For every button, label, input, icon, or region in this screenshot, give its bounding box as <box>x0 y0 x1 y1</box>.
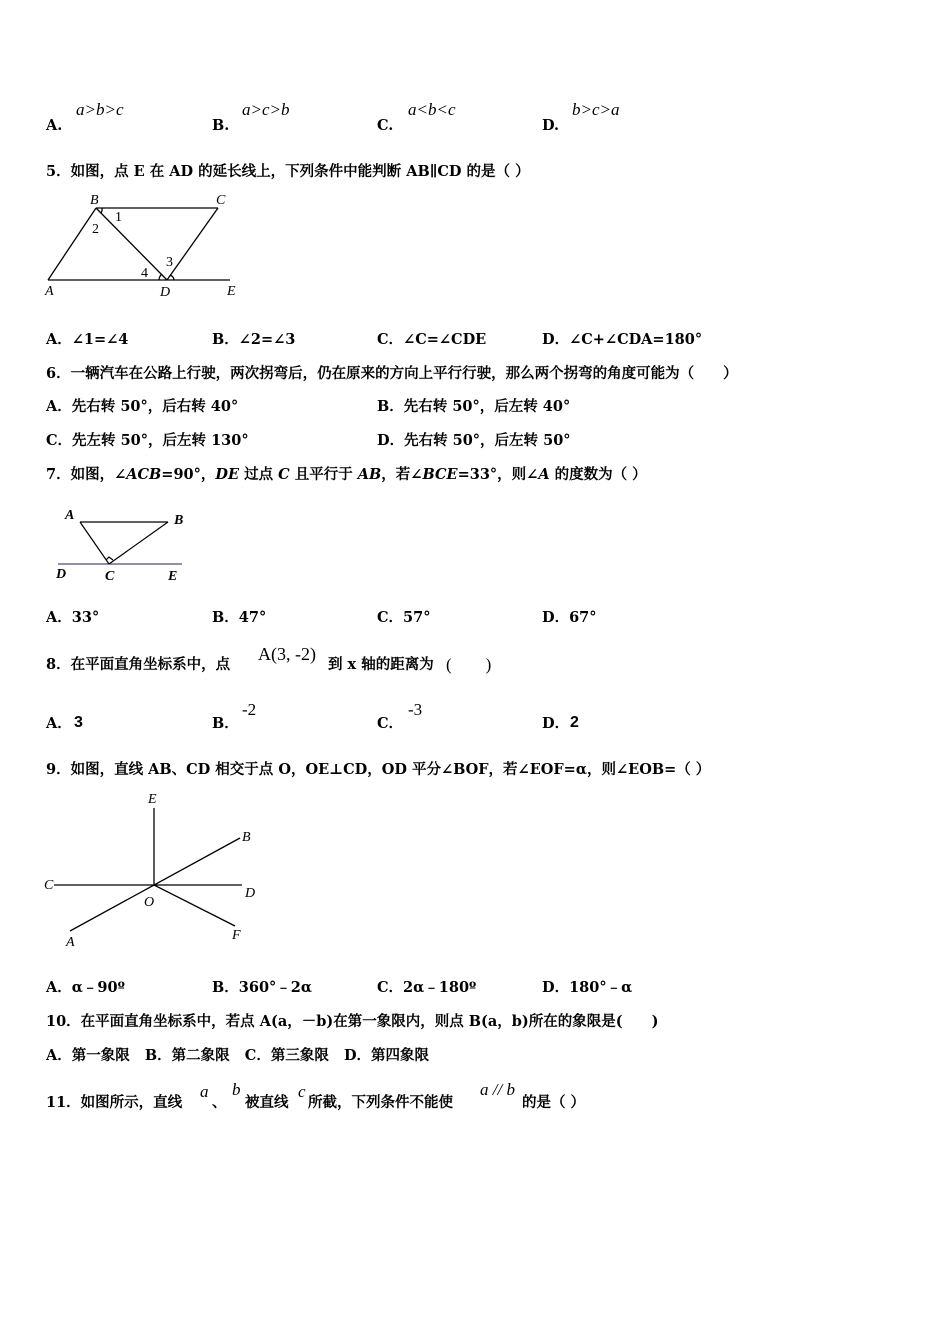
q5-label-3: 3 <box>166 255 173 270</box>
q4-option-d-expr: b>c>a <box>572 100 620 119</box>
q7-label-d: D <box>56 567 67 582</box>
q5-option-b: B．∠2=∠3 <box>212 331 296 348</box>
q8-option-a-value: 3 <box>74 714 83 731</box>
q5-stem: 5．如图，点 E 在 AD 的延长线上，下列条件中能判断 AB∥CD 的是（ ） <box>46 163 530 180</box>
q4-option-c-letter: C. <box>377 117 394 134</box>
q5-line-bd <box>96 208 167 280</box>
q9-option-a: A．α﹣90º <box>46 979 125 996</box>
q6-stem: 6．一辆汽车在公路上行驶，两次拐弯后，仍在原来的方向上平行行驶，那么两个拐弯的角度可能为（ ） <box>46 365 738 382</box>
q7-option-c: C．57° <box>377 609 431 626</box>
q11-var-b: b <box>232 1080 241 1099</box>
q8-option-b-letter: B． <box>212 715 239 732</box>
q7-label-e: E <box>168 569 178 584</box>
q9-stem: 9．如图，直线 AB、CD 相交于点 O，OE⊥CD，OD 平分∠BOF，若∠EOF=α，则∠EOB=（ ） <box>46 761 711 778</box>
q8-option-a-letter: A． <box>46 715 72 732</box>
q5-figure <box>40 188 250 303</box>
q8-option-b-value: -2 <box>242 700 257 719</box>
q11-stem-c: 所截，下列条件不能使 <box>308 1094 453 1111</box>
q9-label-d: D <box>245 886 256 901</box>
q9-label-e: E <box>148 792 157 807</box>
q7-option-a: A．33° <box>46 609 100 626</box>
q9-label-b: B <box>242 830 251 845</box>
q5-label-c: C <box>216 193 226 208</box>
q4-option-b-letter: B. <box>212 117 230 134</box>
q9-option-d: D．180°﹣α <box>542 979 633 996</box>
q8-option-d-value: 2 <box>570 714 579 731</box>
q5-option-a: A．∠1=∠4 <box>46 331 129 348</box>
q5-option-d: D．∠C+∠CDA=180° <box>542 331 703 348</box>
q6-option-d: D．先右转 50°，后左转 50° <box>377 432 571 449</box>
q9-label-a: A <box>66 935 75 950</box>
q7-figure <box>50 500 200 590</box>
q5-angle-1-arc <box>101 208 102 213</box>
q6-option-a: A．先右转 50°，后右转 40° <box>46 398 239 415</box>
q5-label-4: 4 <box>141 266 148 281</box>
q5-label-1: 1 <box>115 210 122 225</box>
q7-option-d: D．67° <box>542 609 597 626</box>
q5-label-d: D <box>160 285 171 300</box>
q9-label-o: O <box>144 895 155 910</box>
q8-option-c-letter: C． <box>377 715 404 732</box>
q11-var-a: a <box>200 1082 209 1101</box>
q8-stem-b: 到 x 轴的距离为 <box>328 656 434 673</box>
q9-figure <box>40 788 270 958</box>
q7-label-c: C <box>105 569 115 584</box>
q4-option-d-letter: D. <box>542 117 560 134</box>
q9-label-f: F <box>232 928 241 943</box>
q7-right-angle-mark <box>106 557 113 560</box>
q8-stem-a: 8．在平面直角坐标系中，点 <box>46 656 231 673</box>
q9-option-b: B．360°﹣2α <box>212 979 313 996</box>
q7-stem: 7．如图，∠ACB=90°，DE 过点 C 且平行于 AB，若∠BCE=33°，则∠A 的度数为（ ） <box>46 466 647 483</box>
q7-line-bc <box>109 522 168 564</box>
q5-angle-3-arc <box>170 275 174 280</box>
q10-options: A．第一象限 B．第二象限 C．第三象限 D．第四象限 <box>46 1047 430 1064</box>
q5-label-e: E <box>227 284 236 299</box>
q11-stem-b: 被直线 <box>245 1094 289 1111</box>
q4-option-c-expr: a<b<c <box>408 100 456 119</box>
q11-stem-a: 11．如图所示，直线 <box>46 1094 183 1111</box>
q10-stem: 10．在平面直角坐标系中，若点 A(a，－b)在第一象限内，则点 B(a，b)所在的象限是( ) <box>46 1013 659 1030</box>
q8-option-d-letter: D． <box>542 715 570 732</box>
q11-sep: 、 <box>212 1094 227 1111</box>
q9-label-c: C <box>44 878 54 893</box>
q6-option-c: C．先左转 50°，后左转 130° <box>46 432 249 449</box>
q4-option-a-expr: a>b>c <box>76 100 124 119</box>
q7-label-a: A <box>65 508 75 523</box>
q5-label-2: 2 <box>92 222 99 237</box>
q11-var-c: c <box>298 1082 306 1101</box>
q11-relation: a // b <box>480 1080 515 1099</box>
q8-point: A(3, -2) <box>258 644 316 664</box>
q5-line-cd <box>167 208 218 280</box>
q11-stem-d: 的是（ ） <box>522 1094 586 1111</box>
q5-line-ab <box>48 208 96 280</box>
q5-angle-4-arc <box>159 274 162 280</box>
q9-ray-of <box>154 885 235 926</box>
q6-option-b: B．先右转 50°，后左转 40° <box>377 398 571 415</box>
q5-label-a: A <box>45 284 54 299</box>
q4-option-b-expr: a>c>b <box>242 100 290 119</box>
q9-option-c: C．2α﹣180º <box>377 979 477 996</box>
q7-line-ac <box>80 522 109 564</box>
q7-option-b: B．47° <box>212 609 267 626</box>
q8-option-c-value: -3 <box>408 700 423 719</box>
q5-option-c: C．∠C=∠CDE <box>377 331 487 348</box>
q5-label-b: B <box>90 193 99 208</box>
q7-label-b: B <box>174 513 184 528</box>
q8-paren: ( ) <box>446 655 492 674</box>
q4-option-a-letter: A. <box>46 117 63 134</box>
